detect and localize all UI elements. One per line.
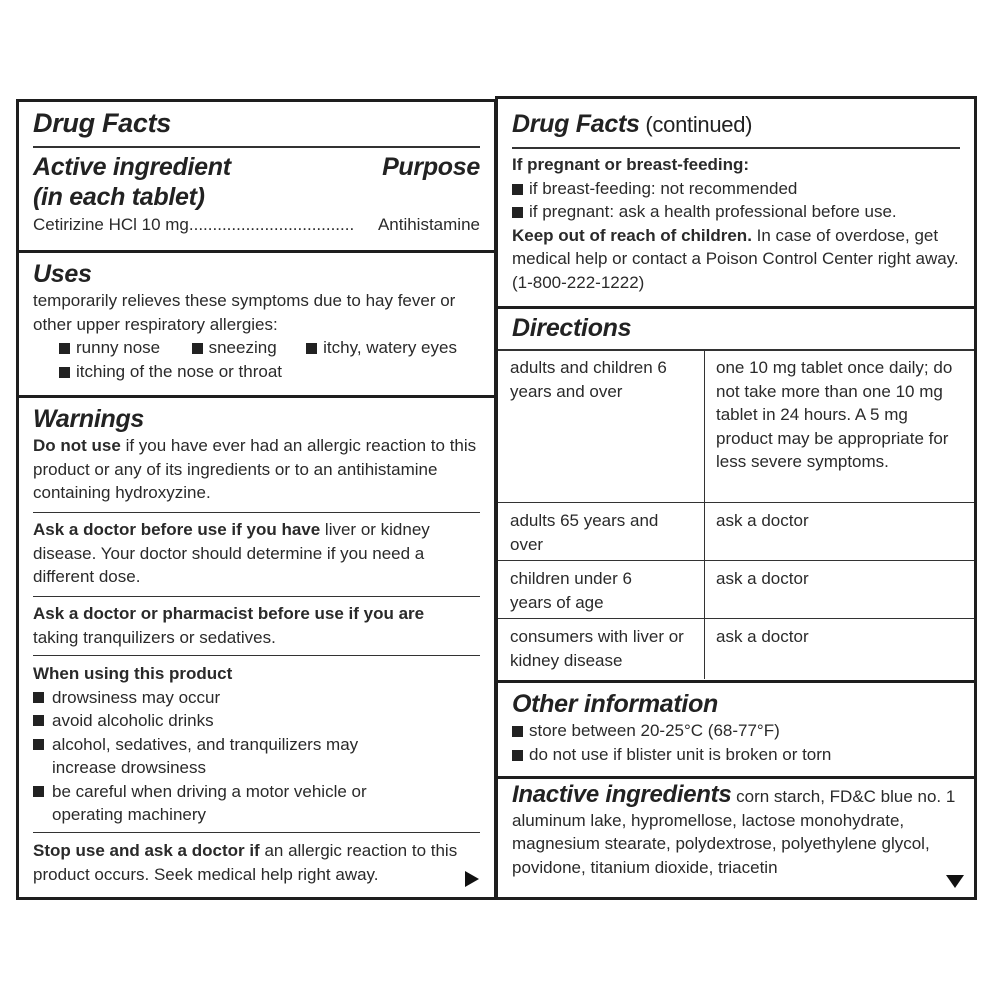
when-using-item: drowsiness may occur xyxy=(33,686,480,710)
bullet-square-icon xyxy=(306,343,317,354)
stop-use-text: Stop use and ask a doctor if an allergic reaction to this product occurs. Seek medical help right away. xyxy=(33,841,458,884)
active-ingredient-subheader: (in each tablet) xyxy=(33,183,205,211)
other-information-section xyxy=(498,689,974,766)
purpose-header: Purpose xyxy=(382,153,480,181)
active-ingredient-header: Active ingredient xyxy=(33,153,231,181)
other-information-title: Other information xyxy=(512,690,719,718)
bullet-square-icon xyxy=(33,739,44,750)
keep-out-text: Keep out of reach of children. In case of overdose, get medical help or contact a Poison Control Center right away. (1-800-222-1222) xyxy=(512,225,959,292)
uses-text: temporarily relieves these symptoms due to hay fever or other upper respiratory allergies: xyxy=(33,291,456,334)
pregnant-title: If pregnant or breast-feeding: xyxy=(512,155,750,174)
inactive-ingredients-title: Inactive ingredients xyxy=(512,781,732,808)
drug-facts-right-panel xyxy=(495,96,977,900)
continued-label: (continued) xyxy=(639,112,753,137)
uses-item: itchy, watery eyes xyxy=(306,338,457,357)
inactive-ingredients-text: corn starch, FD&C blue no. 1 aluminum lake, hypromellose, lactose monohydrate, magnesium stearate, polydextrose, polyethylene glycol, povidone, titanium dioxide, triacetin xyxy=(512,787,956,877)
uses-title: Uses xyxy=(33,260,92,288)
bullet-square-icon xyxy=(59,367,70,378)
drug-facts-left-panel xyxy=(16,99,497,900)
pregnant-item: if breast-feeding: not recommended xyxy=(512,177,960,201)
bullet-square-icon xyxy=(512,184,523,195)
directions-dose: ask a doctor xyxy=(716,569,809,588)
directions-dose: ask a doctor xyxy=(716,511,809,530)
bullet-square-icon xyxy=(512,750,523,761)
directions-who: adults 65 years and over xyxy=(510,511,659,554)
other-information-item: store between 20-25°C (68-77°F) xyxy=(512,719,960,743)
when-using-item: be careful when driving a motor vehicle or operating machinery xyxy=(33,780,480,827)
active-ingredient-section xyxy=(19,108,494,138)
active-ingredient-name: Cetirizine HCl 10 mg xyxy=(33,215,189,234)
inactive-ingredients-section xyxy=(498,783,974,879)
when-using-title: When using this product xyxy=(33,664,233,683)
bullet-square-icon xyxy=(33,692,44,703)
leader-dots: ................................... xyxy=(188,215,355,234)
directions-who: consumers with liver or kidney disease xyxy=(510,627,684,670)
ask-doctor-text: Ask a doctor before use if you have liver or kidney disease. Your doctor should determine if you need a different dose. xyxy=(33,520,430,586)
pregnancy-section xyxy=(498,153,974,294)
continue-down-arrow-icon xyxy=(946,875,964,888)
when-using-item: avoid alcoholic drinks xyxy=(33,709,480,733)
directions-dose: one 10 mg tablet once daily; do not take more than one 10 mg tablet in 24 hours. A 5 mg product may be appropriate for less severe symptoms. xyxy=(716,358,953,471)
continued-header xyxy=(498,109,974,140)
directions-title: Directions xyxy=(512,314,632,342)
pregnant-item: if pregnant: ask a health professional before use. xyxy=(512,200,960,224)
when-using-item: alcohol, sedatives, and tranquilizers may increase drowsiness xyxy=(33,733,480,780)
bullet-square-icon xyxy=(33,715,44,726)
uses-item: itching of the nose or throat xyxy=(59,362,282,381)
uses-item: runny nose xyxy=(59,338,160,357)
other-information-item: do not use if blister unit is broken or torn xyxy=(512,743,960,767)
do-not-use-text: Do not use if you have ever had an allergic reaction to this product or any of its ingredients or to an antihistamine containing hydroxyzine. xyxy=(33,436,477,502)
warnings-title: Warnings xyxy=(33,405,145,433)
warnings-section xyxy=(19,404,494,505)
drug-facts-continued-title: Drug Facts xyxy=(512,110,640,138)
bullet-square-icon xyxy=(192,343,203,354)
directions-section xyxy=(498,313,974,343)
bullet-square-icon xyxy=(512,726,523,737)
directions-dose: ask a doctor xyxy=(716,627,809,646)
bullet-square-icon xyxy=(512,207,523,218)
continue-right-arrow-icon xyxy=(465,871,479,887)
directions-column-divider xyxy=(704,349,705,679)
directions-who: children under 6 years of age xyxy=(510,569,632,612)
drug-facts-title: Drug Facts xyxy=(33,108,172,138)
directions-who: adults and children 6 years and over xyxy=(510,358,667,401)
bullet-square-icon xyxy=(59,343,70,354)
ask-pharmacist-heading: Ask a doctor or pharmacist before use if you are xyxy=(33,604,425,623)
uses-item: sneezing xyxy=(192,338,277,357)
active-ingredient-purpose: Antihistamine xyxy=(377,213,480,237)
uses-section xyxy=(19,259,494,383)
ask-pharmacist-text: taking tranquilizers or sedatives. xyxy=(33,627,276,647)
bullet-square-icon xyxy=(33,786,44,797)
